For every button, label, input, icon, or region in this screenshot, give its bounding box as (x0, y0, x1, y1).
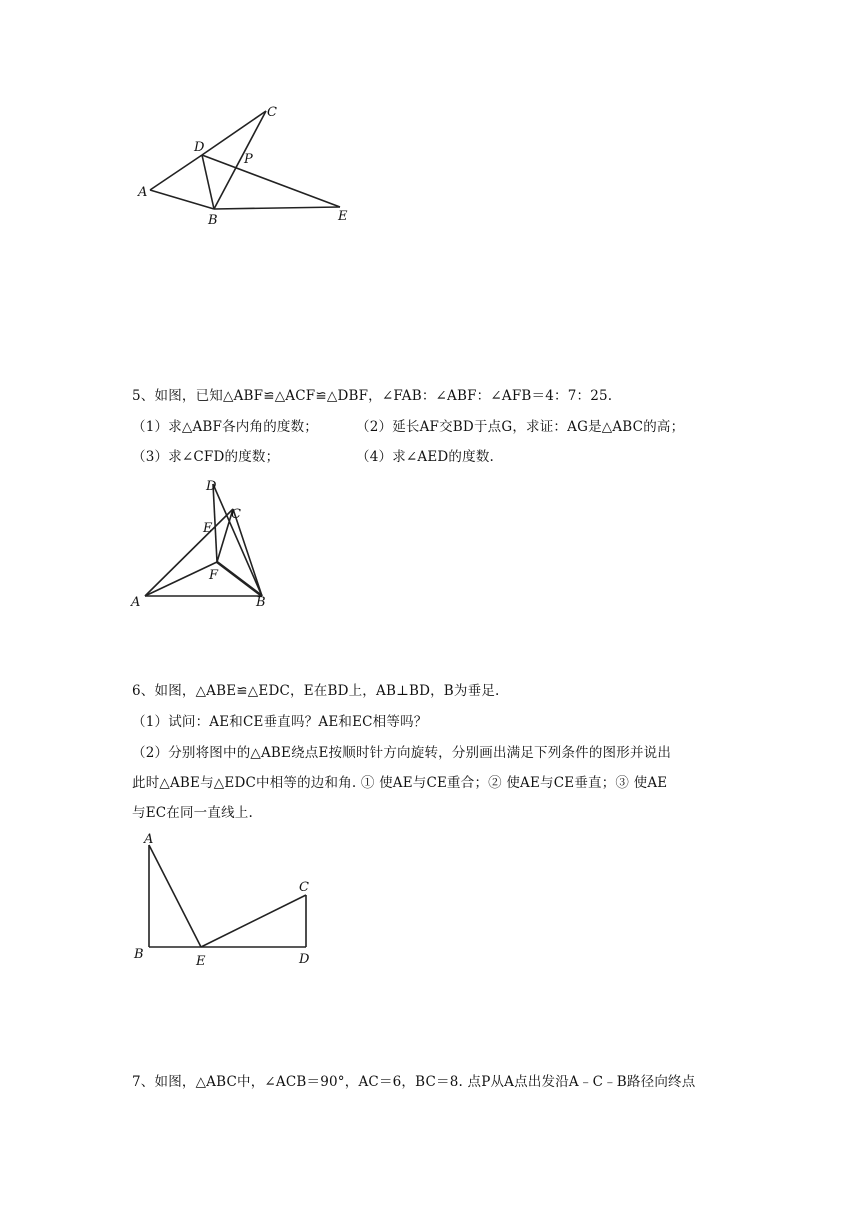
q6-part2-line3: 与EC在同一直线上. (132, 805, 253, 821)
figure-q6 (125, 825, 335, 975)
label-E: E (203, 521, 213, 536)
q5-stem: 5、如图，已知△ABF≌△ACF≌△DBF，∠FAB：∠ABF：∠AFB＝4：7：25. (132, 388, 613, 404)
segment-CB (233, 509, 262, 596)
figure-q5 (125, 472, 285, 612)
label-B: B (208, 213, 218, 228)
label-B: B (134, 947, 144, 962)
segment-DF (213, 484, 217, 562)
q6-part1: （1）试问：AE和CE垂直吗？AE和EC相等吗？ (132, 714, 428, 730)
segment-AE (149, 845, 201, 947)
label-F: F (209, 568, 219, 583)
label-D: D (206, 479, 217, 494)
q5-part1: （1）求△ABF各内角的度数； (132, 419, 319, 435)
label-E: E (338, 209, 348, 224)
label-A: A (138, 185, 148, 200)
label-B: B (256, 595, 266, 610)
q5-part4: （4）求∠AED的度数. (356, 449, 495, 465)
q6-part2-line1: （2）分别将图中的△ABE绕点E按顺时针方向旋转，分别画出满足下列条件的图形并说出 (132, 745, 672, 761)
segment-DB (202, 155, 214, 209)
segment-EC (201, 895, 306, 947)
segment-DE (202, 155, 340, 207)
figure-1 (130, 100, 370, 230)
label-A: A (144, 832, 154, 847)
label-D: D (299, 952, 310, 967)
label-D: D (194, 140, 205, 155)
segment-AD (150, 155, 202, 190)
q6-part2-line2: 此时△ABE与△EDC中相等的边和角. ① 使AE与CE重合；② 使AE与CE垂直；③ 使AE (132, 775, 668, 791)
label-C: C (299, 880, 309, 895)
label-C: C (231, 507, 241, 522)
label-C: C (267, 105, 277, 120)
q6-stem: 6、如图，△ABE≌△EDC，E在BD上，AB⊥BD，B为垂足. (132, 683, 500, 699)
label-A: A (131, 595, 141, 610)
segment-DB (213, 484, 262, 596)
segment-AB (150, 190, 214, 209)
q5-part2: （2）延长AF交BD于点G，求证：AG是△ABC的高； (356, 419, 685, 435)
q7-stem: 7、如图，△ABC中，∠ACB＝90°，AC＝6，BC＝8. 点P从A点出发沿A﹣C﹣B路径向终点 (132, 1074, 696, 1090)
segment-AF (145, 562, 217, 596)
label-E: E (196, 954, 206, 969)
segment-DC (202, 111, 266, 155)
q5-row1 (132, 417, 318, 437)
segment-BE (214, 207, 340, 209)
q5-part3: （3）求∠CFD的度数； (132, 449, 280, 465)
segment-CB (214, 111, 266, 209)
label-P: P (244, 152, 253, 167)
